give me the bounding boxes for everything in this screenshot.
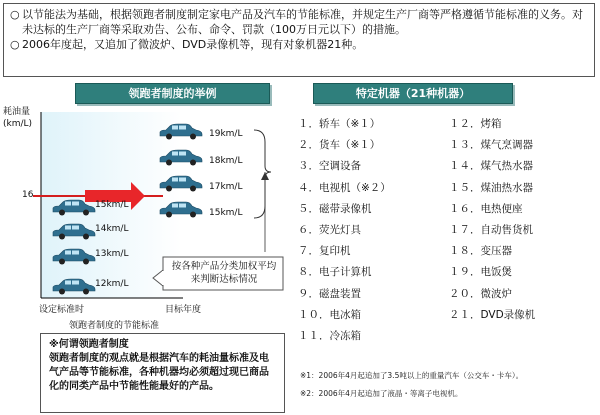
- pointer-arrowhead: [261, 172, 269, 180]
- right-value-1: 19km/L: [209, 129, 243, 139]
- machine-item: １３．煤气烹调器: [449, 139, 533, 152]
- machine-item: １５．煤油热水器: [449, 181, 533, 194]
- machine-item: ４．电视机（※２）: [298, 181, 391, 194]
- machine-item: １２．烤箱: [449, 118, 502, 130]
- bullet-icon: ○: [10, 8, 20, 21]
- y-marker-label: 16: [22, 190, 34, 200]
- machine-item: １．轿车（※１）: [298, 118, 381, 130]
- left-value-3: 13km/L: [95, 249, 129, 259]
- machine-item: ６．荧光灯具: [298, 224, 361, 236]
- x-category-2: 目标年度: [165, 305, 202, 315]
- right-value-2: 18km/L: [209, 156, 243, 166]
- callout-text: 按各种产品分类加权平均来判断达标情况: [171, 261, 277, 285]
- footnote-1: ※1：2006年4月起追加了3.5吨以上的重量汽车（公交车・卡车）。: [300, 371, 524, 380]
- leader-system-note: [40, 333, 285, 413]
- chart-svg: [3, 112, 293, 327]
- x-category-1: 设定标准时: [39, 305, 85, 315]
- left-value-1: 15km/L: [95, 200, 129, 210]
- right-value-4: 15km/L: [209, 208, 243, 218]
- chart-caption: 领跑者制度的节能标准: [69, 321, 160, 331]
- intro-text-1: 以节能法为基础，根据领跑者制度制定家电产品及汽车的节能标准，并规定生产厂商等严格遵循节能标准的义务。对未达标的生产厂商等采取劝告、公布、命令、罚款（100万日元以下）的措施。: [22, 8, 583, 36]
- machine-item: １４．煤气热水器: [449, 160, 533, 173]
- machine-item: ３．空调设备: [298, 160, 361, 173]
- intro-box: [3, 3, 595, 77]
- machine-item: １８．变压器: [449, 245, 512, 258]
- note-body: 领跑者制度的观点就是根据汽车的耗油量标准及电气产品等节能标准，各种机器均必须超过现已商品化的同类产品中节能性能最好的产品。: [49, 353, 269, 392]
- left-value-4: 12km/L: [95, 279, 129, 289]
- y-axis-label: 耗油量 (km/L): [3, 107, 33, 129]
- intro-paragraph-2: [10, 37, 588, 52]
- right-value-3: 17km/L: [209, 182, 243, 192]
- machine-item: ５．磁带录像机: [298, 202, 372, 215]
- machine-item: ７．复印机: [298, 245, 351, 258]
- machine-item: ９．磁盘装置: [298, 287, 361, 300]
- footnote-2: ※2：2006年4月起追加了液晶・等离子电视机。: [300, 389, 463, 398]
- machine-item: １０．电冰箱: [298, 308, 361, 321]
- machine-item: ２０．微波炉: [449, 287, 512, 300]
- intro-paragraph-1: [10, 7, 588, 37]
- left-value-2: 14km/L: [95, 224, 129, 234]
- left-panel-header: 领跑者制度的举例: [75, 83, 270, 104]
- group-bracket: [254, 130, 271, 218]
- machine-item: ８．电子计算机: [298, 266, 372, 279]
- machine-item: ２１．DVD录像机: [449, 308, 536, 321]
- right-panel-header: 特定机器（21种机器）: [313, 83, 513, 104]
- machine-item: １１．冷冻箱: [298, 330, 361, 342]
- note-title: ※何谓领跑者制度: [49, 339, 129, 350]
- bullet-icon: ○: [10, 38, 20, 51]
- machine-item: １９．电饭煲: [449, 266, 512, 279]
- leader-chart: [3, 107, 293, 331]
- machine-item: １７．自动售货机: [449, 224, 533, 236]
- machine-item: １６．电热便座: [449, 202, 523, 215]
- machine-item: ２．货车（※１）: [298, 139, 381, 152]
- intro-text-2: 2006年度起，又追加了微波炉、DVD录像机等，现有对象机器21种。: [22, 38, 364, 51]
